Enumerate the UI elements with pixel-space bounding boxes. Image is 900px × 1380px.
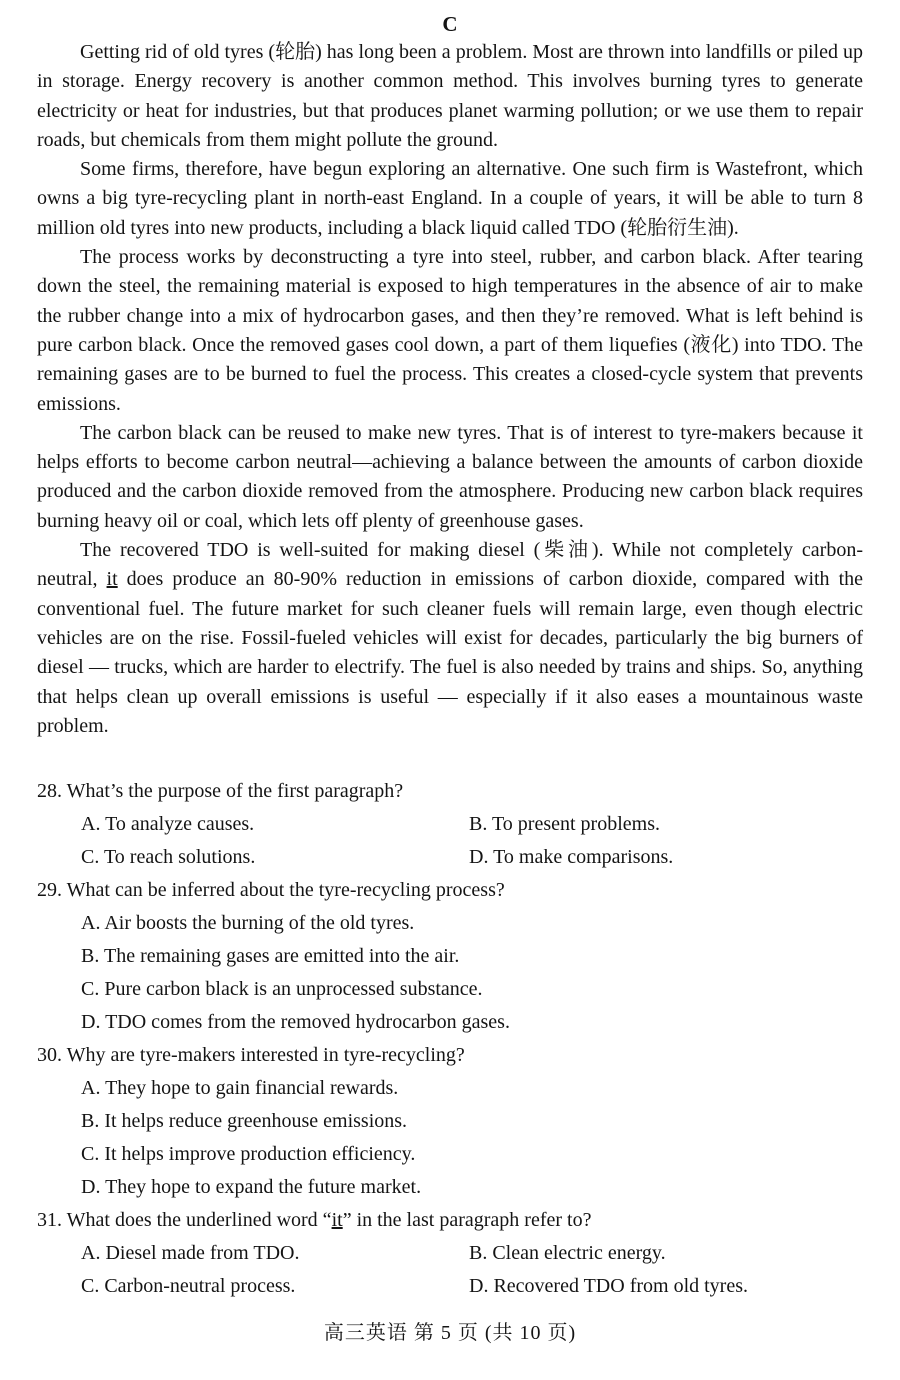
option-list — [37, 1072, 867, 1204]
option-d: D. TDO comes from the removed hydrocarbon gases. — [81, 1011, 510, 1033]
option-list — [37, 808, 867, 874]
reading-passage — [37, 38, 863, 741]
option-b: B. The remaining gases are emitted into the air. — [81, 945, 460, 967]
option-a: A. To analyze causes. — [81, 813, 255, 835]
paragraph-1: Getting rid of old tyres (轮胎) has long been a problem. Most are thrown into landfills or piled up in storage. Energy recovery is another common method. This involves burning tyres to generate electricity or heat for industries, but that produces planet warming pollution; or we use them to repair roads, but chemicals from them might pollute the ground. — [37, 41, 863, 151]
option-c: C. Pure carbon black is an unprocessed substance. — [81, 978, 483, 1000]
question-30 — [37, 1039, 867, 1204]
paragraph-2: Some firms, therefore, have begun exploring an alternative. One such firm is Wastefront, which owns a big tyre-recycling plant in north-east England. In a couple of years, it will be able to turn 8 million old tyres into new products, including a black liquid called TDO (轮胎衍生油). — [37, 158, 863, 239]
option-c: C. To reach solutions. — [81, 846, 256, 868]
option-list — [37, 907, 867, 1039]
option-a: A. They hope to gain financial rewards. — [81, 1077, 399, 1099]
paragraph-4: The carbon black can be reused to make new tyres. That is of interest to tyre-makers because it helps efforts to become carbon neutral—achieving a balance between the amounts of carbon dioxide produced and the carbon dioxide removed from the atmosphere. Producing new carbon black requires burning heavy oil or coal, which lets off plenty of greenhouse gases. — [37, 421, 863, 532]
question-31 — [37, 1204, 867, 1303]
underlined-word: it — [331, 1209, 343, 1231]
option-list — [37, 1237, 867, 1303]
option-c: C. It helps improve production efficiency. — [81, 1143, 416, 1165]
option-d: D. To make comparisons. — [469, 846, 674, 868]
stem-part-1: 31. What does the underlined word “ — [37, 1209, 332, 1231]
option-b: B. Clean electric energy. — [469, 1242, 666, 1264]
option-a: A. Diesel made from TDO. — [81, 1242, 300, 1264]
option-b: B. It helps reduce greenhouse emissions. — [81, 1110, 408, 1132]
paragraph-5-part-2: does produce an 80-90% reduction in emissions of carbon dioxide, compared with the conventional fuel. The future market for such cleaner fuels will remain large, even though electric vehicles are on the rise. Fossil-fueled vehicles will exist for decades, particularly the big burners of diesel — trucks, which are harder to electrify. The fuel is also needed by trains and ships. So, anything that helps clean up overall emissions is useful — especially if it also eases a mountainous waste problem. — [37, 568, 864, 737]
paragraph-3: The process works by deconstructing a tyre into steel, rubber, and carbon black. After tearing down the steel, the remaining material is exposed to high temperatures in the absence of air to make the rubber change into a mix of hydrocarbon gases, and then they’re removed. What is left behind is pure carbon black. Once the removed gases cool down, a part of them liquefies (液化) into TDO. The remaining gases are to be burned to fuel the process. This creates a closed-cycle system that prevents emissions. — [37, 246, 863, 415]
section-title: C — [442, 12, 458, 36]
question-stem — [37, 1204, 867, 1237]
question-28 — [37, 775, 867, 874]
page-footer: 高三英语 第 5 页 (共 10 页) — [323, 1322, 577, 1344]
question-stem: 28. What’s the purpose of the first paragraph? — [37, 780, 404, 802]
paragraph-5 — [37, 536, 863, 741]
paragraph-5-part-1: The recovered TDO is well-suited for making diesel (柴油). While not completely carbon-neutral, — [37, 539, 863, 591]
question-stem: 29. What can be inferred about the tyre-recycling process? — [37, 879, 505, 901]
option-a: A. Air boosts the burning of the old tyres. — [81, 912, 415, 934]
underlined-word-it: it — [106, 568, 118, 591]
question-list — [37, 775, 867, 1303]
option-d: D. Recovered TDO from old tyres. — [469, 1275, 749, 1297]
option-b: B. To present problems. — [469, 813, 660, 835]
option-d: D. They hope to expand the future market. — [81, 1176, 422, 1198]
stem-part-2: ” in the last paragraph refer to? — [342, 1209, 592, 1231]
question-stem: 30. Why are tyre-makers interested in tyre-recycling? — [37, 1044, 465, 1066]
option-c: C. Carbon-neutral process. — [81, 1275, 296, 1297]
question-29 — [37, 874, 867, 1039]
